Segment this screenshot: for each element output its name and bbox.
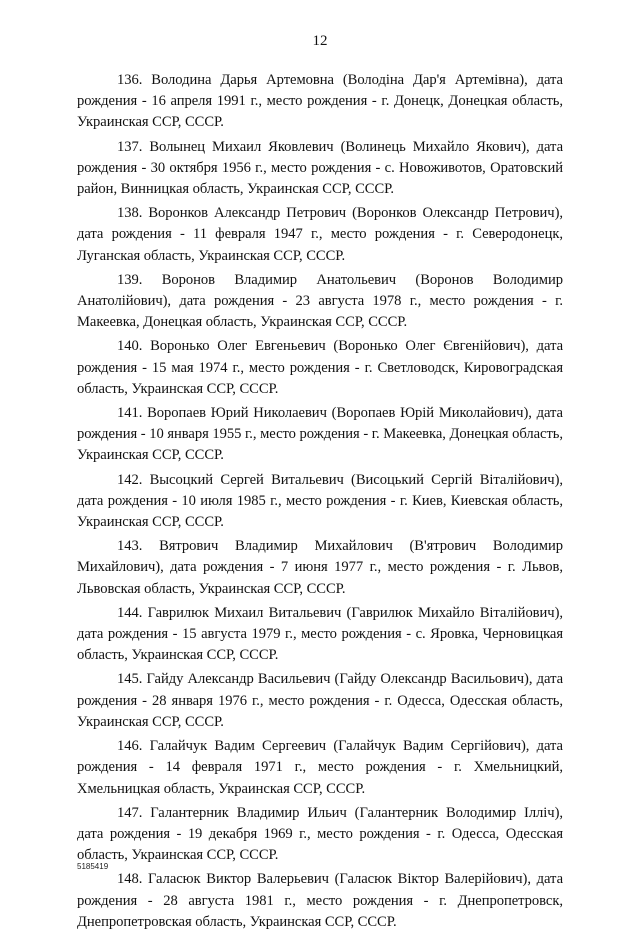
- list-item-143: 143. Вятрович Владимир Михайлович (В'ятрович Володимир Михайлович), дата рождения - 7 июня 1977 г., место рождения - г. Львов, Львовская область, Украинская ССР, СССР.: [77, 538, 563, 597]
- list-item-139: 139. Воронов Владимир Анатольевич (Воронов Володимир Анатолійович), дата рождения - 23 августа 1978 г., место рождения - г. Макеевка, Донецкая область, Украинская ССР, СССР.: [77, 271, 563, 331]
- list-item-141: 141. Воропаев Юрий Николаевич (Воропаев Юрій Миколайович), дата рождения - 10 января 1955 г., место рождения - г. Макеевка, Донецкая область, Украинская ССР, СССР.: [77, 405, 563, 464]
- list-item-145: 145. Гайду Александр Васильевич (Гайду Олександр Васильович), дата рождения - 28 января 1976 г., место рождения - г. Одесса, Одесская область, Украинская ССР, СССР.: [77, 671, 563, 730]
- list-item-146: 146. Галайчук Вадим Сергеевич (Галайчук Вадим Сергійович), дата рождения - 14 февраля 1971 г., место рождения - г. Хмельницкий, Хмельницкая область, Украинская ССР, СССР.: [77, 738, 563, 797]
- list-item-136: 136. Володина Дарья Артемовна (Володіна Дар'я Артемівна), дата рождения - 16 апреля 1991 г., место рождения - г. Донецк, Донецкая область, Украинская ССР, СССР.: [77, 72, 563, 131]
- entry-list: [77, 70, 563, 936]
- list-item-138: 138. Воронков Александр Петрович (Воронков Олександр Петрович), дата рождения - 11 февраля 1947 г., место рождения - г. Северодонецк, Луганская область, Украинская ССР, СССР.: [77, 205, 563, 264]
- list-item-144: 144. Гаврилюк Михаил Витальевич (Гаврилюк Михайло Віталійович), дата рождения - 15 августа 1979 г., место рождения - с. Яровка, Черновицкая область, Украинская ССР, СССР.: [77, 604, 563, 664]
- list-item-137: 137. Волынец Михаил Яковлевич (Волинець Михайло Якович), дата рождения - 30 октября 1956 г., место рождения - с. Новоживотов, Оратовский район, Винницкая область, Украинская ССР, СССР.: [77, 138, 563, 198]
- list-item-142: 142. Высоцкий Сергей Витальевич (Висоцький Сергій Віталійович), дата рождения - 10 июля 1985 г., место рождения - г. Киев, Киевская область, Украинская ССР, СССР.: [77, 471, 563, 531]
- list-item-140: 140. Воронько Олег Евгеньевич (Воронько Олег Євгенійович), дата рождения - 15 мая 1974 г., место рождения - г. Светловодск, Кировоградская область, Украинская ССР, СССР.: [77, 338, 563, 397]
- page-number: 12: [312, 33, 328, 49]
- list-item-148: 148. Галасюк Виктор Валерьевич (Галасюк Віктор Валерійович), дата рождения - 28 августа 1981 г., место рождения - г. Днепропетровск, Днепропетровская область, Украинская ССР, СССР.: [77, 871, 563, 930]
- list-item-147: 147. Галантерник Владимир Ильич (Галантерник Володимир Ілліч), дата рождения - 19 декабря 1969 г., место рождения - г. Одесса, Одесская область, Украинская ССР, СССР.: [77, 804, 563, 864]
- document-code: 5185419: [77, 862, 109, 871]
